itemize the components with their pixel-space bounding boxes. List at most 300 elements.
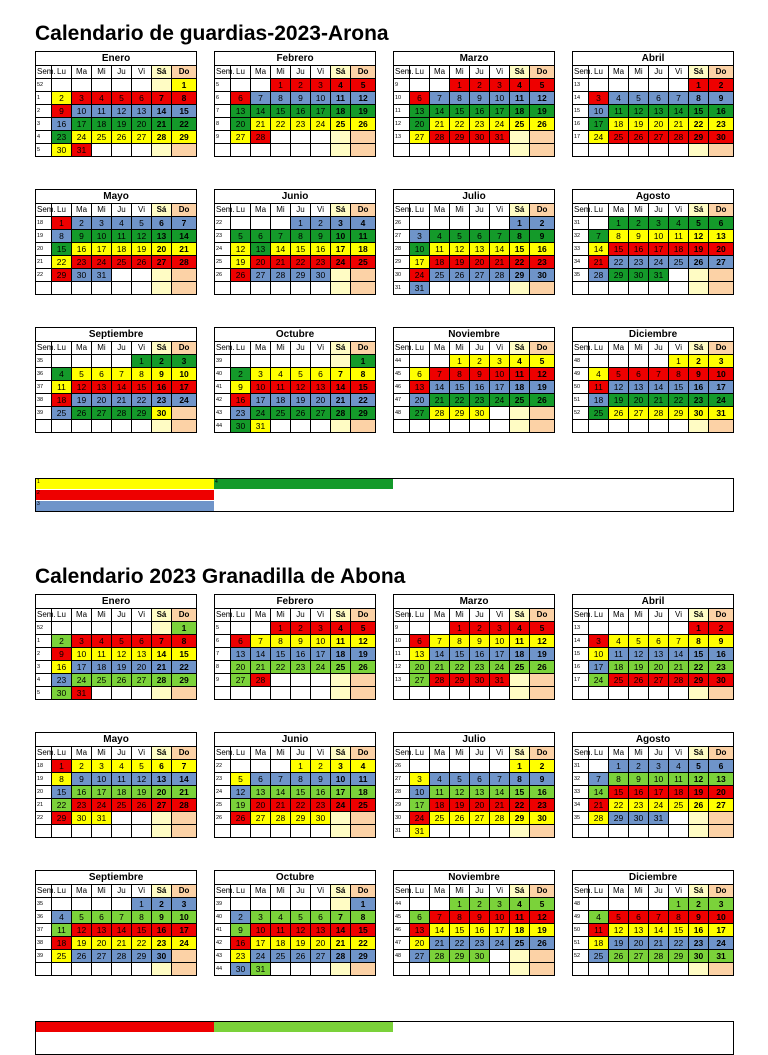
day-cell[interactable]: 30 — [311, 269, 331, 282]
day-cell[interactable]: 4 — [510, 622, 530, 635]
day-cell[interactable]: 24 — [72, 674, 92, 687]
day-cell[interactable]: 11 — [92, 648, 112, 661]
day-cell[interactable]: 17 — [490, 105, 510, 118]
day-cell[interactable]: 24 — [172, 394, 197, 407]
day-cell[interactable]: 29 — [510, 812, 530, 825]
day-cell[interactable]: 21 — [430, 661, 450, 674]
day-cell[interactable]: 7 — [649, 911, 669, 924]
day-cell[interactable]: 15 — [669, 924, 689, 937]
day-cell[interactable]: 18 — [92, 661, 112, 674]
day-cell[interactable]: 8 — [689, 92, 709, 105]
day-cell[interactable]: 17 — [410, 256, 430, 269]
day-cell[interactable]: 25 — [510, 394, 530, 407]
day-cell[interactable]: 13 — [231, 648, 251, 661]
day-cell[interactable]: 4 — [52, 911, 72, 924]
day-cell[interactable]: 11 — [510, 92, 530, 105]
day-cell[interactable]: 29 — [52, 812, 72, 825]
day-cell[interactable]: 19 — [351, 648, 376, 661]
day-cell[interactable]: 7 — [172, 217, 197, 230]
day-cell[interactable]: 6 — [629, 911, 649, 924]
day-cell[interactable]: 15 — [609, 243, 629, 256]
day-cell[interactable]: 22 — [351, 937, 376, 950]
day-cell[interactable]: 6 — [92, 368, 112, 381]
day-cell[interactable]: 12 — [291, 381, 311, 394]
day-cell[interactable]: 31 — [92, 812, 112, 825]
day-cell[interactable]: 13 — [410, 381, 430, 394]
day-cell[interactable]: 7 — [251, 635, 271, 648]
day-cell[interactable]: 18 — [351, 786, 376, 799]
day-cell[interactable]: 29 — [450, 407, 470, 420]
day-cell[interactable]: 8 — [669, 368, 689, 381]
day-cell[interactable]: 24 — [490, 661, 510, 674]
day-cell[interactable]: 8 — [271, 635, 291, 648]
day-cell[interactable]: 9 — [152, 911, 172, 924]
day-cell[interactable]: 11 — [589, 924, 609, 937]
day-cell[interactable]: 8 — [510, 773, 530, 786]
day-cell[interactable]: 25 — [430, 812, 450, 825]
day-cell[interactable]: 1 — [669, 898, 689, 911]
day-cell[interactable]: 17 — [172, 924, 197, 937]
day-cell[interactable]: 4 — [112, 760, 132, 773]
day-cell[interactable]: 25 — [331, 661, 351, 674]
day-cell[interactable]: 29 — [450, 674, 470, 687]
day-cell[interactable]: 16 — [152, 381, 172, 394]
day-cell[interactable]: 8 — [450, 92, 470, 105]
day-cell[interactable]: 20 — [629, 937, 649, 950]
day-cell[interactable]: 15 — [351, 924, 376, 937]
day-cell[interactable]: 6 — [410, 368, 430, 381]
day-cell[interactable]: 27 — [311, 407, 331, 420]
day-cell[interactable]: 21 — [152, 661, 172, 674]
day-cell[interactable]: 23 — [470, 394, 490, 407]
day-cell[interactable]: 22 — [609, 256, 629, 269]
day-cell[interactable]: 26 — [231, 812, 251, 825]
day-cell[interactable]: 18 — [510, 381, 530, 394]
day-cell[interactable]: 13 — [629, 924, 649, 937]
day-cell[interactable]: 5 — [231, 230, 251, 243]
day-cell[interactable]: 2 — [311, 760, 331, 773]
day-cell[interactable]: 20 — [231, 661, 251, 674]
day-cell[interactable]: 14 — [331, 924, 351, 937]
day-cell[interactable]: 9 — [470, 911, 490, 924]
day-cell[interactable]: 8 — [510, 230, 530, 243]
day-cell[interactable]: 28 — [251, 674, 271, 687]
day-cell[interactable]: 18 — [669, 243, 689, 256]
day-cell[interactable]: 20 — [92, 394, 112, 407]
day-cell[interactable]: 3 — [331, 217, 351, 230]
day-cell[interactable]: 4 — [271, 911, 291, 924]
day-cell[interactable]: 25 — [112, 799, 132, 812]
day-cell[interactable]: 1 — [291, 217, 311, 230]
day-cell[interactable]: 1 — [52, 217, 72, 230]
day-cell[interactable]: 27 — [709, 799, 734, 812]
day-cell[interactable]: 11 — [510, 911, 530, 924]
day-cell[interactable]: 27 — [470, 269, 490, 282]
day-cell[interactable]: 18 — [589, 937, 609, 950]
day-cell[interactable]: 22 — [132, 394, 152, 407]
day-cell[interactable]: 17 — [649, 243, 669, 256]
day-cell[interactable]: 9 — [311, 773, 331, 786]
day-cell[interactable]: 21 — [669, 661, 689, 674]
day-cell[interactable]: 15 — [271, 105, 291, 118]
day-cell[interactable]: 3 — [410, 773, 430, 786]
day-cell[interactable]: 28 — [430, 407, 450, 420]
day-cell[interactable]: 11 — [351, 230, 376, 243]
day-cell[interactable]: 24 — [709, 394, 734, 407]
day-cell[interactable]: 24 — [649, 256, 669, 269]
day-cell[interactable]: 18 — [52, 937, 72, 950]
day-cell[interactable]: 25 — [510, 661, 530, 674]
day-cell[interactable]: 16 — [52, 118, 72, 131]
day-cell[interactable]: 17 — [311, 648, 331, 661]
day-cell[interactable]: 20 — [132, 118, 152, 131]
day-cell[interactable]: 15 — [510, 243, 530, 256]
day-cell[interactable]: 8 — [291, 773, 311, 786]
day-cell[interactable]: 6 — [251, 773, 271, 786]
day-cell[interactable]: 2 — [152, 355, 172, 368]
day-cell[interactable]: 28 — [172, 799, 197, 812]
day-cell[interactable]: 28 — [430, 131, 450, 144]
day-cell[interactable]: 22 — [510, 256, 530, 269]
day-cell[interactable]: 5 — [132, 760, 152, 773]
day-cell[interactable]: 13 — [649, 648, 669, 661]
day-cell[interactable]: 25 — [92, 131, 112, 144]
day-cell[interactable]: 7 — [430, 911, 450, 924]
day-cell[interactable]: 27 — [251, 812, 271, 825]
day-cell[interactable]: 4 — [52, 368, 72, 381]
day-cell[interactable]: 27 — [629, 950, 649, 963]
day-cell[interactable]: 13 — [251, 786, 271, 799]
day-cell[interactable]: 18 — [510, 105, 530, 118]
day-cell[interactable]: 16 — [231, 937, 251, 950]
day-cell[interactable]: 30 — [72, 269, 92, 282]
day-cell[interactable]: 28 — [649, 950, 669, 963]
day-cell[interactable]: 12 — [351, 635, 376, 648]
day-cell[interactable]: 14 — [490, 243, 510, 256]
day-cell[interactable]: 17 — [589, 661, 609, 674]
day-cell[interactable]: 9 — [470, 635, 490, 648]
day-cell[interactable]: 18 — [52, 394, 72, 407]
day-cell[interactable]: 6 — [649, 92, 669, 105]
day-cell[interactable]: 15 — [291, 786, 311, 799]
day-cell[interactable]: 29 — [351, 950, 376, 963]
day-cell[interactable]: 24 — [410, 269, 430, 282]
day-cell[interactable]: 1 — [450, 622, 470, 635]
day-cell[interactable]: 8 — [291, 230, 311, 243]
day-cell[interactable]: 25 — [669, 256, 689, 269]
day-cell[interactable]: 9 — [291, 92, 311, 105]
day-cell[interactable]: 30 — [709, 131, 734, 144]
day-cell[interactable]: 30 — [530, 812, 555, 825]
day-cell[interactable]: 22 — [669, 937, 689, 950]
day-cell[interactable]: 11 — [112, 230, 132, 243]
day-cell[interactable]: 1 — [271, 622, 291, 635]
day-cell[interactable]: 13 — [410, 924, 430, 937]
day-cell[interactable]: 26 — [530, 661, 555, 674]
day-cell[interactable]: 25 — [351, 256, 376, 269]
day-cell[interactable]: 2 — [311, 217, 331, 230]
day-cell[interactable]: 27 — [92, 950, 112, 963]
day-cell[interactable]: 17 — [410, 799, 430, 812]
day-cell[interactable]: 17 — [490, 924, 510, 937]
day-cell[interactable]: 26 — [609, 950, 629, 963]
day-cell[interactable]: 12 — [132, 773, 152, 786]
day-cell[interactable]: 24 — [410, 812, 430, 825]
day-cell[interactable]: 14 — [251, 648, 271, 661]
day-cell[interactable]: 13 — [470, 243, 490, 256]
day-cell[interactable]: 24 — [709, 937, 734, 950]
day-cell[interactable]: 22 — [172, 661, 197, 674]
day-cell[interactable]: 23 — [52, 131, 72, 144]
day-cell[interactable]: 1 — [132, 355, 152, 368]
day-cell[interactable]: 31 — [72, 687, 92, 700]
day-cell[interactable]: 14 — [430, 381, 450, 394]
day-cell[interactable]: 26 — [609, 407, 629, 420]
day-cell[interactable]: 9 — [231, 381, 251, 394]
day-cell[interactable]: 16 — [709, 105, 734, 118]
day-cell[interactable]: 23 — [311, 256, 331, 269]
day-cell[interactable]: 4 — [609, 635, 629, 648]
day-cell[interactable]: 1 — [450, 79, 470, 92]
day-cell[interactable]: 4 — [669, 217, 689, 230]
day-cell[interactable]: 6 — [410, 911, 430, 924]
day-cell[interactable]: 21 — [430, 118, 450, 131]
day-cell[interactable]: 22 — [609, 799, 629, 812]
day-cell[interactable]: 16 — [629, 786, 649, 799]
day-cell[interactable]: 14 — [430, 105, 450, 118]
day-cell[interactable]: 19 — [291, 394, 311, 407]
day-cell[interactable]: 3 — [251, 911, 271, 924]
day-cell[interactable]: 7 — [430, 635, 450, 648]
day-cell[interactable]: 8 — [450, 368, 470, 381]
day-cell[interactable]: 15 — [172, 105, 197, 118]
day-cell[interactable]: 14 — [430, 648, 450, 661]
day-cell[interactable]: 30 — [231, 963, 251, 976]
day-cell[interactable]: 2 — [291, 79, 311, 92]
day-cell[interactable]: 19 — [530, 648, 555, 661]
day-cell[interactable]: 10 — [311, 92, 331, 105]
day-cell[interactable]: 7 — [430, 368, 450, 381]
day-cell[interactable]: 4 — [609, 92, 629, 105]
day-cell[interactable]: 28 — [331, 407, 351, 420]
day-cell[interactable]: 16 — [530, 786, 555, 799]
day-cell[interactable]: 8 — [351, 911, 376, 924]
day-cell[interactable]: 4 — [510, 898, 530, 911]
day-cell[interactable]: 1 — [450, 355, 470, 368]
day-cell[interactable]: 6 — [629, 368, 649, 381]
day-cell[interactable]: 9 — [470, 368, 490, 381]
day-cell[interactable]: 26 — [629, 674, 649, 687]
day-cell[interactable]: 20 — [649, 118, 669, 131]
day-cell[interactable]: 29 — [669, 950, 689, 963]
day-cell[interactable]: 10 — [251, 381, 271, 394]
day-cell[interactable]: 23 — [689, 394, 709, 407]
day-cell[interactable]: 12 — [231, 786, 251, 799]
day-cell[interactable]: 22 — [510, 799, 530, 812]
day-cell[interactable]: 15 — [271, 648, 291, 661]
day-cell[interactable]: 11 — [510, 635, 530, 648]
day-cell[interactable]: 5 — [530, 355, 555, 368]
day-cell[interactable]: 30 — [152, 950, 172, 963]
day-cell[interactable]: 13 — [709, 230, 734, 243]
day-cell[interactable]: 29 — [450, 950, 470, 963]
day-cell[interactable]: 18 — [331, 648, 351, 661]
day-cell[interactable]: 23 — [52, 674, 72, 687]
day-cell[interactable]: 30 — [311, 812, 331, 825]
day-cell[interactable]: 23 — [72, 799, 92, 812]
day-cell[interactable]: 3 — [72, 635, 92, 648]
day-cell[interactable]: 11 — [331, 635, 351, 648]
day-cell[interactable]: 17 — [92, 243, 112, 256]
day-cell[interactable]: 4 — [351, 217, 376, 230]
day-cell[interactable]: 19 — [112, 661, 132, 674]
day-cell[interactable]: 13 — [132, 105, 152, 118]
day-cell[interactable]: 27 — [132, 674, 152, 687]
day-cell[interactable]: 23 — [470, 937, 490, 950]
day-cell[interactable]: 22 — [450, 661, 470, 674]
day-cell[interactable]: 24 — [331, 256, 351, 269]
day-cell[interactable]: 14 — [589, 243, 609, 256]
day-cell[interactable]: 19 — [629, 118, 649, 131]
day-cell[interactable]: 31 — [410, 282, 430, 295]
day-cell[interactable]: 9 — [72, 773, 92, 786]
day-cell[interactable]: 20 — [311, 394, 331, 407]
day-cell[interactable]: 10 — [72, 648, 92, 661]
day-cell[interactable]: 12 — [112, 105, 132, 118]
day-cell[interactable]: 26 — [629, 131, 649, 144]
day-cell[interactable]: 3 — [490, 622, 510, 635]
day-cell[interactable]: 1 — [689, 622, 709, 635]
day-cell[interactable]: 21 — [112, 937, 132, 950]
day-cell[interactable]: 26 — [530, 937, 555, 950]
day-cell[interactable]: 29 — [52, 269, 72, 282]
day-cell[interactable]: 24 — [589, 674, 609, 687]
day-cell[interactable]: 7 — [490, 773, 510, 786]
day-cell[interactable]: 27 — [251, 269, 271, 282]
day-cell[interactable]: 30 — [629, 812, 649, 825]
day-cell[interactable]: 22 — [291, 256, 311, 269]
day-cell[interactable]: 25 — [271, 407, 291, 420]
day-cell[interactable]: 5 — [450, 230, 470, 243]
day-cell[interactable]: 9 — [52, 648, 72, 661]
day-cell[interactable]: 27 — [470, 812, 490, 825]
day-cell[interactable]: 13 — [410, 648, 430, 661]
day-cell[interactable]: 8 — [689, 635, 709, 648]
day-cell[interactable]: 26 — [132, 799, 152, 812]
day-cell[interactable]: 2 — [470, 898, 490, 911]
day-cell[interactable]: 15 — [510, 786, 530, 799]
day-cell[interactable]: 30 — [689, 407, 709, 420]
day-cell[interactable]: 1 — [271, 79, 291, 92]
day-cell[interactable]: 26 — [351, 118, 376, 131]
day-cell[interactable]: 7 — [152, 92, 172, 105]
day-cell[interactable]: 2 — [291, 622, 311, 635]
day-cell[interactable]: 7 — [430, 92, 450, 105]
day-cell[interactable]: 29 — [291, 812, 311, 825]
day-cell[interactable]: 4 — [669, 760, 689, 773]
day-cell[interactable]: 15 — [689, 648, 709, 661]
day-cell[interactable]: 28 — [172, 256, 197, 269]
day-cell[interactable]: 25 — [589, 407, 609, 420]
day-cell[interactable]: 15 — [450, 105, 470, 118]
day-cell[interactable]: 26 — [450, 269, 470, 282]
day-cell[interactable]: 24 — [331, 799, 351, 812]
day-cell[interactable]: 2 — [152, 898, 172, 911]
day-cell[interactable]: 21 — [490, 799, 510, 812]
day-cell[interactable]: 4 — [331, 79, 351, 92]
day-cell[interactable]: 1 — [689, 79, 709, 92]
day-cell[interactable]: 18 — [271, 937, 291, 950]
day-cell[interactable]: 16 — [72, 786, 92, 799]
day-cell[interactable]: 19 — [530, 381, 555, 394]
day-cell[interactable]: 18 — [589, 394, 609, 407]
day-cell[interactable]: 22 — [450, 394, 470, 407]
day-cell[interactable]: 10 — [92, 773, 112, 786]
day-cell[interactable]: 15 — [450, 648, 470, 661]
day-cell[interactable]: 6 — [92, 911, 112, 924]
day-cell[interactable]: 15 — [132, 381, 152, 394]
day-cell[interactable]: 7 — [112, 911, 132, 924]
day-cell[interactable]: 6 — [152, 760, 172, 773]
day-cell[interactable]: 12 — [530, 635, 555, 648]
day-cell[interactable]: 9 — [470, 92, 490, 105]
day-cell[interactable]: 16 — [231, 394, 251, 407]
day-cell[interactable]: 29 — [132, 407, 152, 420]
day-cell[interactable]: 9 — [530, 773, 555, 786]
day-cell[interactable]: 10 — [490, 368, 510, 381]
day-cell[interactable]: 2 — [231, 368, 251, 381]
day-cell[interactable]: 8 — [52, 773, 72, 786]
day-cell[interactable]: 24 — [251, 950, 271, 963]
day-cell[interactable]: 17 — [490, 648, 510, 661]
day-cell[interactable]: 3 — [172, 898, 197, 911]
day-cell[interactable]: 15 — [609, 786, 629, 799]
day-cell[interactable]: 12 — [530, 911, 555, 924]
day-cell[interactable]: 10 — [72, 105, 92, 118]
day-cell[interactable]: 19 — [112, 118, 132, 131]
day-cell[interactable]: 11 — [271, 924, 291, 937]
day-cell[interactable]: 21 — [152, 118, 172, 131]
day-cell[interactable]: 28 — [490, 812, 510, 825]
day-cell[interactable]: 28 — [490, 269, 510, 282]
day-cell[interactable]: 5 — [291, 911, 311, 924]
day-cell[interactable]: 13 — [132, 648, 152, 661]
day-cell[interactable]: 13 — [152, 230, 172, 243]
day-cell[interactable]: 13 — [629, 381, 649, 394]
day-cell[interactable]: 22 — [52, 256, 72, 269]
day-cell[interactable]: 1 — [609, 217, 629, 230]
day-cell[interactable]: 6 — [470, 230, 490, 243]
day-cell[interactable]: 30 — [470, 131, 490, 144]
day-cell[interactable]: 30 — [470, 950, 490, 963]
day-cell[interactable]: 26 — [291, 407, 311, 420]
day-cell[interactable]: 18 — [609, 118, 629, 131]
day-cell[interactable]: 19 — [291, 937, 311, 950]
day-cell[interactable]: 29 — [609, 812, 629, 825]
day-cell[interactable]: 13 — [152, 773, 172, 786]
day-cell[interactable]: 8 — [271, 92, 291, 105]
day-cell[interactable]: 7 — [589, 230, 609, 243]
day-cell[interactable]: 21 — [172, 243, 197, 256]
day-cell[interactable]: 30 — [152, 407, 172, 420]
day-cell[interactable]: 23 — [231, 407, 251, 420]
day-cell[interactable]: 30 — [629, 269, 649, 282]
day-cell[interactable]: 9 — [530, 230, 555, 243]
day-cell[interactable]: 2 — [530, 760, 555, 773]
day-cell[interactable]: 23 — [152, 394, 172, 407]
day-cell[interactable]: 25 — [669, 799, 689, 812]
day-cell[interactable]: 5 — [351, 622, 376, 635]
